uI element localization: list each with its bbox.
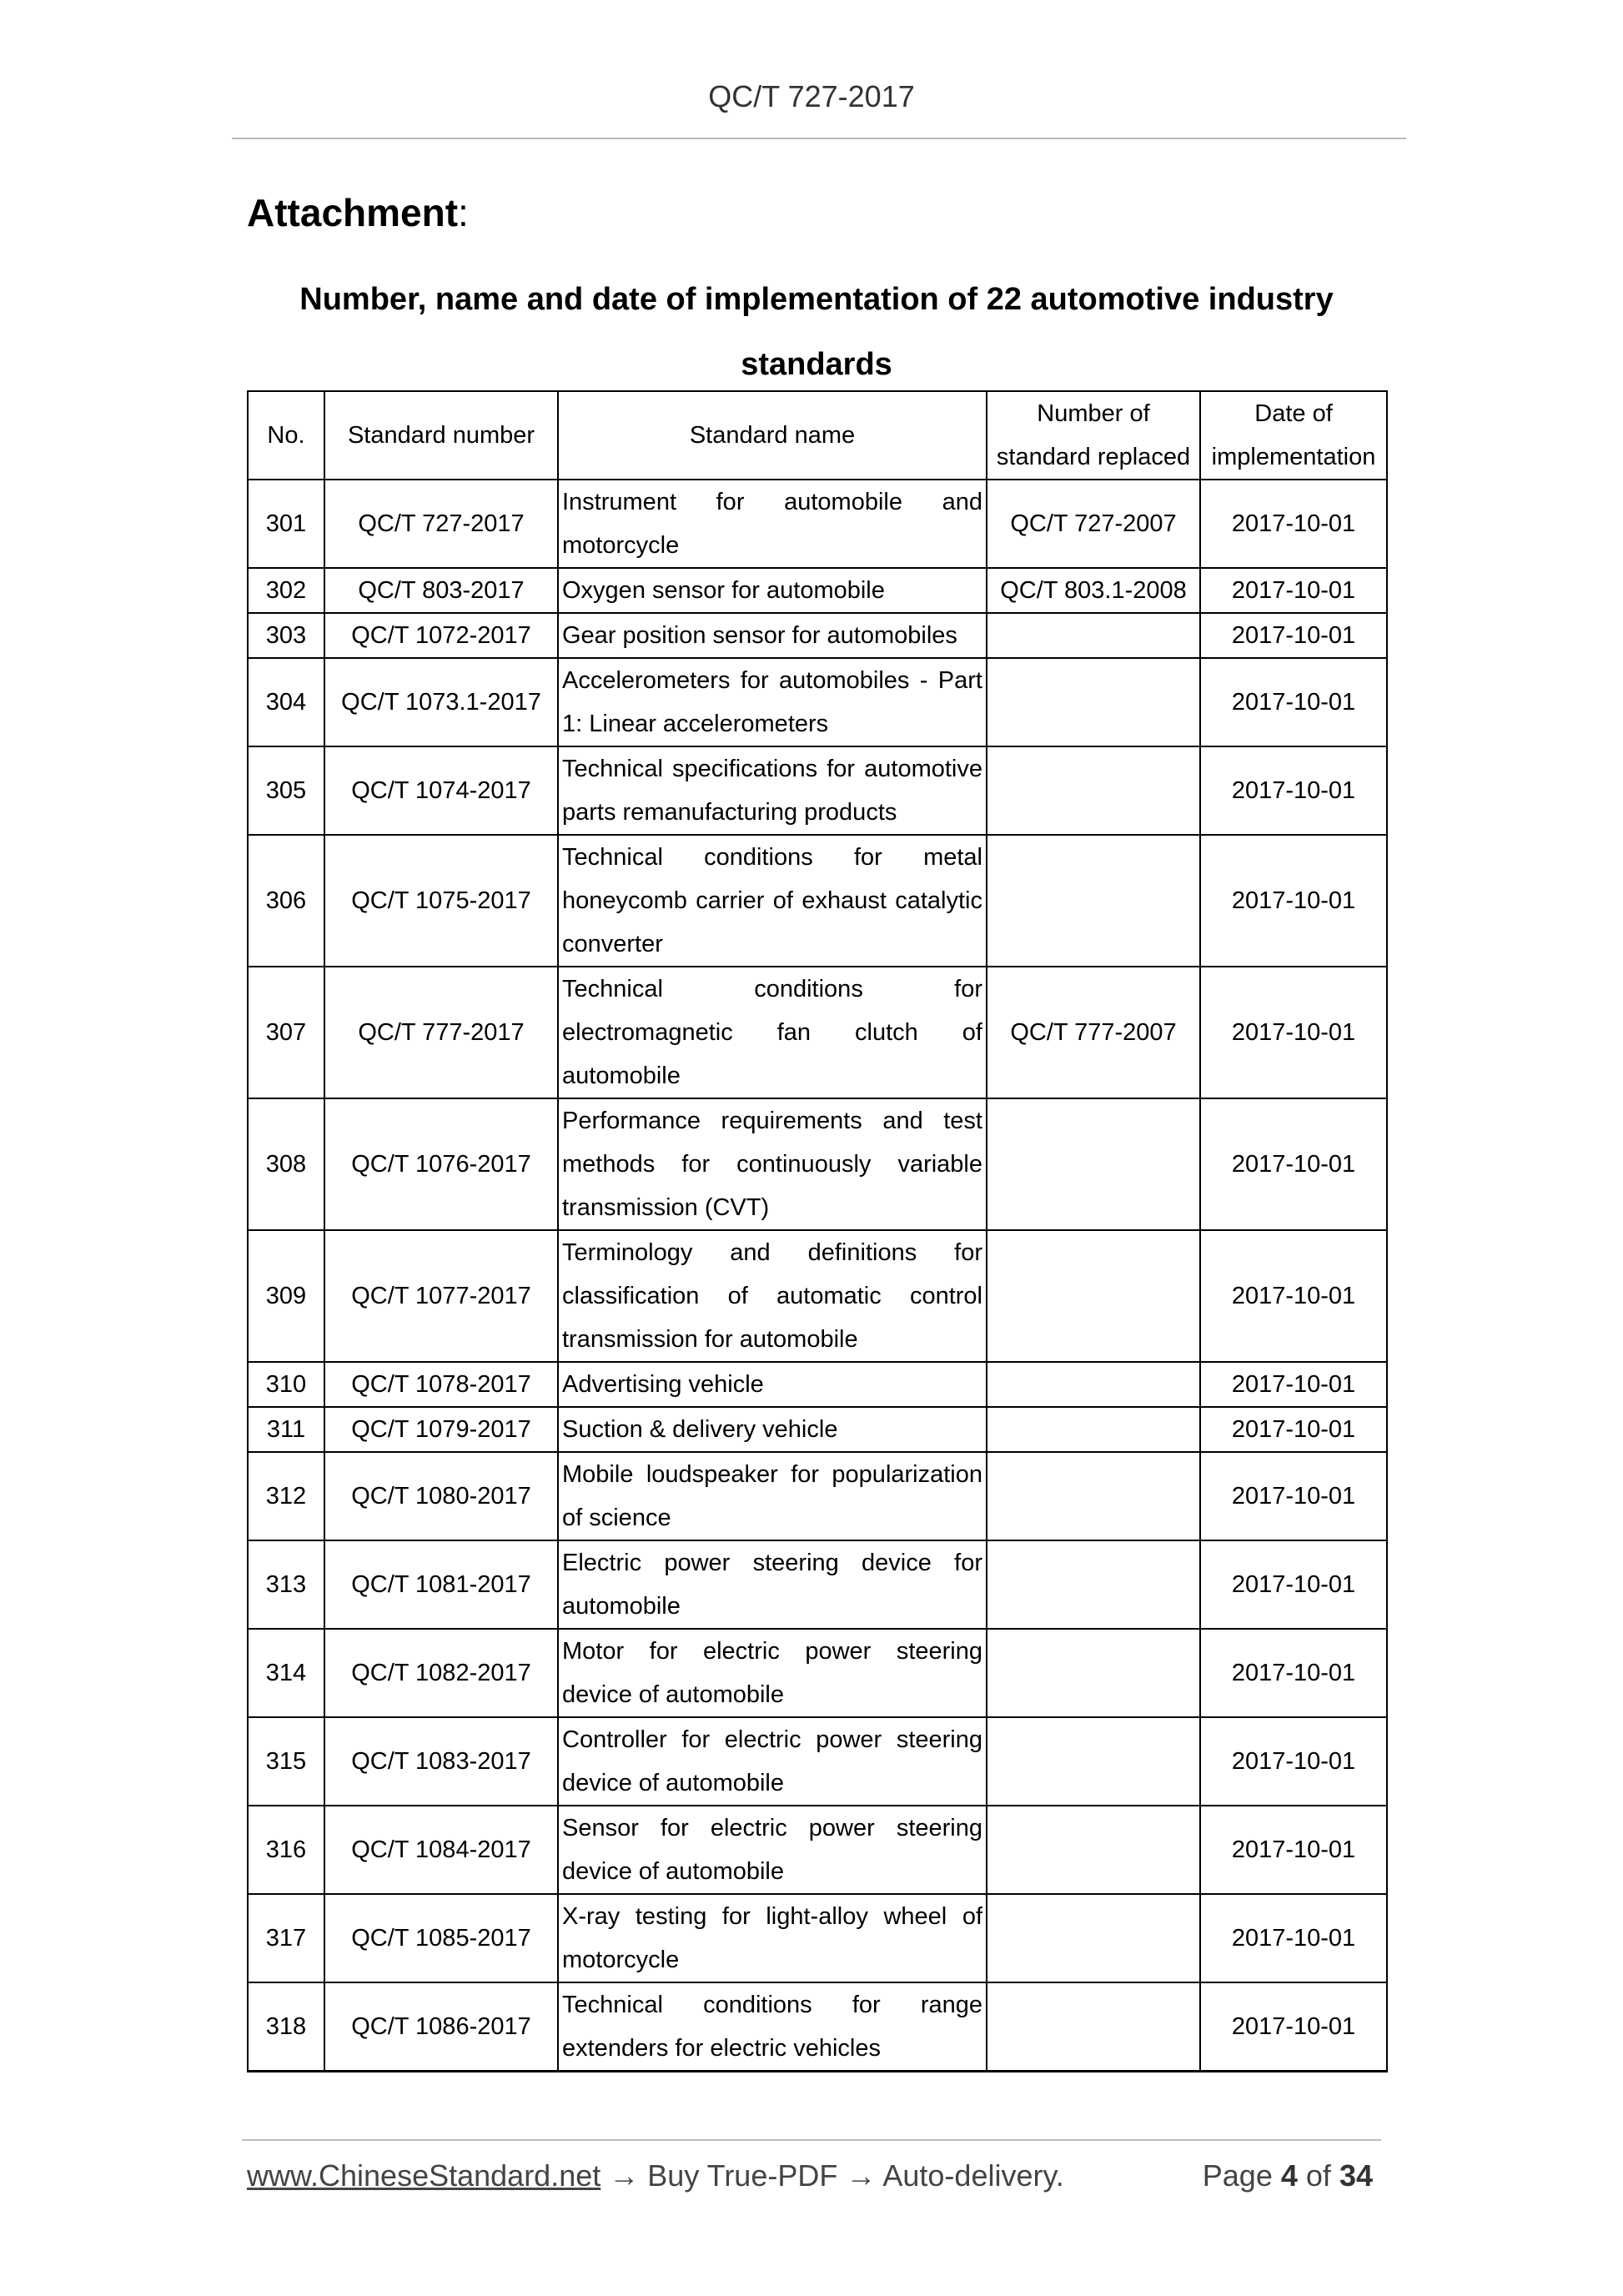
cell-standard-name: Instrument for automobile and motorcycle [558, 480, 987, 568]
cell-date: 2017-10-01 [1200, 1982, 1387, 2072]
cell-date: 2017-10-01 [1200, 1407, 1387, 1452]
cell-no: 308 [248, 1098, 324, 1230]
title-line-2: standards [741, 347, 892, 382]
footer-rule [242, 2139, 1381, 2141]
table-row [248, 746, 1387, 835]
attachment-colon: : [458, 191, 469, 234]
cell-date: 2017-10-01 [1200, 1098, 1387, 1230]
cell-standard-number: QC/T 777-2017 [324, 967, 558, 1098]
cell-standard-name: Controller for electric power steering device of automobile [558, 1717, 987, 1806]
cell-standard-name: Oxygen sensor for automobile [558, 568, 987, 613]
cell-standard-name: Technical conditions for metal honeycomb carrier of exhaust catalytic converter [558, 835, 987, 967]
header-date-line1: Date of [1254, 400, 1333, 427]
cell-standard-name: Motor for electric power steering device of automobile [558, 1629, 987, 1717]
cell-no: 311 [248, 1407, 324, 1452]
cell-no: 306 [248, 835, 324, 967]
cell-date: 2017-10-01 [1200, 1230, 1387, 1362]
table-header-row [248, 391, 1387, 480]
cell-standard-name: Gear position sensor for automobiles [558, 613, 987, 658]
cell-date: 2017-10-01 [1200, 1362, 1387, 1407]
cell-replaced [987, 1806, 1200, 1894]
cell-standard-number: QC/T 727-2017 [324, 480, 558, 568]
table-row [248, 835, 1387, 967]
cell-standard-number: QC/T 1077-2017 [324, 1230, 558, 1362]
cell-no: 312 [248, 1452, 324, 1540]
page-of: of [1305, 2158, 1331, 2193]
header-replaced [987, 391, 1200, 480]
cell-standard-name: Technical conditions for electromagnetic fan clutch of automobile [558, 967, 987, 1098]
table-row [248, 613, 1387, 658]
cell-no: 305 [248, 746, 324, 835]
header-standard-name: Standard name [558, 391, 987, 480]
cell-standard-name: Technical specifications for automotive parts remanufacturing products [558, 746, 987, 835]
cell-standard-number: QC/T 1074-2017 [324, 746, 558, 835]
page-current: 4 [1280, 2158, 1298, 2193]
footer-left [247, 2158, 1064, 2193]
cell-standard-name: Accelerometers for automobiles - Part 1: Linear accelerometers [558, 658, 987, 746]
cell-no: 315 [248, 1717, 324, 1806]
cell-date: 2017-10-01 [1200, 480, 1387, 568]
cell-date: 2017-10-01 [1200, 746, 1387, 835]
table-row [248, 1098, 1387, 1230]
cell-no: 313 [248, 1540, 324, 1629]
cell-date: 2017-10-01 [1200, 1629, 1387, 1717]
cell-date: 2017-10-01 [1200, 1540, 1387, 1629]
cell-replaced [987, 1629, 1200, 1717]
header-no: No. [248, 391, 324, 480]
cell-replaced: QC/T 803.1-2008 [987, 568, 1200, 613]
cell-replaced [987, 1717, 1200, 1806]
cell-date: 2017-10-01 [1200, 1452, 1387, 1540]
standards-table [247, 390, 1388, 2072]
cell-standard-number: QC/T 1078-2017 [324, 1362, 558, 1407]
cell-standard-number: QC/T 1075-2017 [324, 835, 558, 967]
table-row [248, 658, 1387, 746]
cell-no: 314 [248, 1629, 324, 1717]
cell-standard-number: QC/T 1084-2017 [324, 1806, 558, 1894]
cell-replaced [987, 1407, 1200, 1452]
cell-standard-number: QC/T 1079-2017 [324, 1407, 558, 1452]
arrow-icon: → [609, 2158, 640, 2193]
cell-standard-number: QC/T 1082-2017 [324, 1629, 558, 1717]
table-row [248, 1230, 1387, 1362]
cell-replaced [987, 1540, 1200, 1629]
page-total: 34 [1339, 2158, 1373, 2193]
table-row [248, 1452, 1387, 1540]
page-number [1203, 2158, 1373, 2193]
table-row [248, 480, 1387, 568]
table-row [248, 1806, 1387, 1894]
cell-standard-name: Terminology and definitions for classification of automatic control transmission for automobile [558, 1230, 987, 1362]
cell-standard-name: Technical conditions for range extenders for electric vehicles [558, 1982, 987, 2072]
cell-standard-number: QC/T 1080-2017 [324, 1452, 558, 1540]
cell-date: 2017-10-01 [1200, 1717, 1387, 1806]
table-row [248, 1362, 1387, 1407]
table-row [248, 967, 1387, 1098]
table-row [248, 1407, 1387, 1452]
table-row [248, 1540, 1387, 1629]
cell-standard-number: QC/T 1085-2017 [324, 1894, 558, 1982]
attachment-heading [247, 190, 469, 235]
cell-replaced [987, 1452, 1200, 1540]
cell-no: 303 [248, 613, 324, 658]
cell-replaced [987, 1362, 1200, 1407]
cell-standard-name: Electric power steering device for automobile [558, 1540, 987, 1629]
cell-date: 2017-10-01 [1200, 613, 1387, 658]
cell-replaced [987, 613, 1200, 658]
header-date-line2: implementation [1211, 444, 1376, 470]
cell-standard-number: QC/T 1083-2017 [324, 1717, 558, 1806]
cell-no: 316 [248, 1806, 324, 1894]
cell-date: 2017-10-01 [1200, 568, 1387, 613]
buy-text: Buy True-PDF [647, 2158, 838, 2193]
cell-date: 2017-10-01 [1200, 967, 1387, 1098]
cell-standard-name: Advertising vehicle [558, 1362, 987, 1407]
cell-replaced [987, 1230, 1200, 1362]
cell-replaced [987, 1894, 1200, 1982]
cell-no: 301 [248, 480, 324, 568]
table-row [248, 1894, 1387, 1982]
header-replaced-line2: standard replaced [996, 444, 1191, 470]
cell-standard-number: QC/T 1081-2017 [324, 1540, 558, 1629]
header-standard-number: Standard number [324, 391, 558, 480]
cell-date: 2017-10-01 [1200, 658, 1387, 746]
table-body [248, 480, 1387, 2072]
cell-replaced: QC/T 727-2007 [987, 480, 1200, 568]
cell-date: 2017-10-01 [1200, 1894, 1387, 1982]
cell-no: 309 [248, 1230, 324, 1362]
cell-replaced [987, 658, 1200, 746]
table-row [248, 1629, 1387, 1717]
website-link[interactable]: www.ChineseStandard.net [247, 2158, 601, 2193]
cell-replaced [987, 1098, 1200, 1230]
cell-standard-number: QC/T 1073.1-2017 [324, 658, 558, 746]
cell-no: 318 [248, 1982, 324, 2072]
title-line-1: Number, name and date of implementation of 22 automotive industry [299, 282, 1334, 317]
cell-replaced [987, 746, 1200, 835]
page-footer [247, 2158, 1373, 2200]
running-header: QC/T 727-2017 [708, 79, 915, 113]
header-replaced-line1: Number of [1037, 400, 1150, 427]
cell-no: 302 [248, 568, 324, 613]
cell-replaced: QC/T 777-2007 [987, 967, 1200, 1098]
cell-standard-name: Performance requirements and test methods for continuously variable transmission (CVT) [558, 1098, 987, 1230]
header-rule [232, 138, 1406, 139]
attachment-label: Attachment [247, 191, 459, 234]
cell-no: 304 [248, 658, 324, 746]
cell-standard-number: QC/T 1076-2017 [324, 1098, 558, 1230]
cell-standard-name: Sensor for electric power steering device of automobile [558, 1806, 987, 1894]
delivery-text: Auto-delivery. [882, 2158, 1064, 2193]
cell-no: 310 [248, 1362, 324, 1407]
cell-replaced [987, 1982, 1200, 2072]
cell-no: 317 [248, 1894, 324, 1982]
cell-date: 2017-10-01 [1200, 835, 1387, 967]
cell-date: 2017-10-01 [1200, 1806, 1387, 1894]
cell-standard-name: Suction & delivery vehicle [558, 1407, 987, 1452]
table-row [248, 1982, 1387, 2072]
cell-standard-number: QC/T 803-2017 [324, 568, 558, 613]
cell-no: 307 [248, 967, 324, 1098]
table-row [248, 568, 1387, 613]
table-row [248, 1717, 1387, 1806]
document-title [247, 267, 1386, 397]
page-label: Page [1202, 2158, 1273, 2193]
cell-standard-name: X-ray testing for light-alloy wheel of motorcycle [558, 1894, 987, 1982]
cell-standard-number: QC/T 1072-2017 [324, 613, 558, 658]
arrow-icon: → [846, 2158, 877, 2193]
cell-replaced [987, 835, 1200, 967]
cell-standard-number: QC/T 1086-2017 [324, 1982, 558, 2072]
header-date [1200, 391, 1387, 480]
cell-standard-name: Mobile loudspeaker for popularization of science [558, 1452, 987, 1540]
